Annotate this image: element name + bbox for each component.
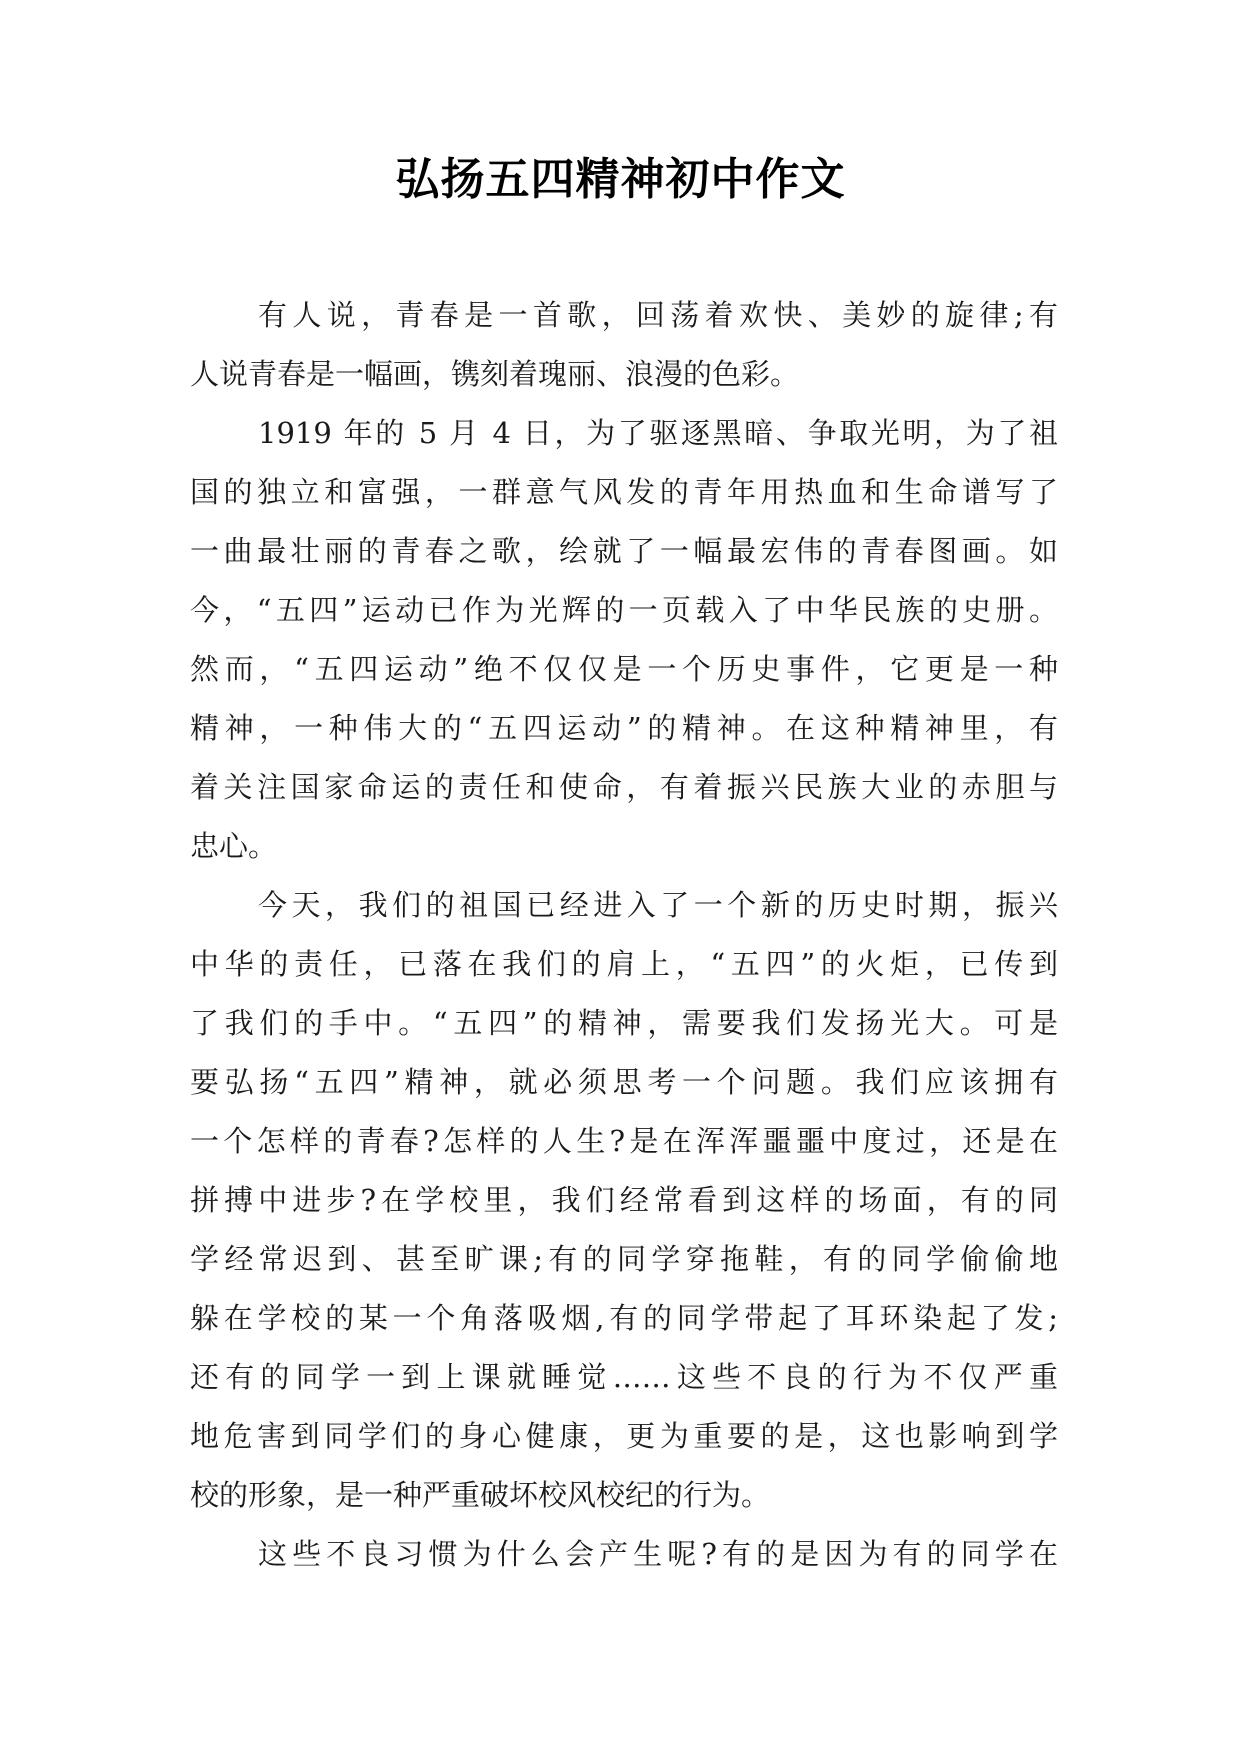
text-line: 了我们的手中。“五四”的精神，需要我们发扬光大。可是: [190, 1006, 1058, 1040]
text-line: 精神，一种伟大的“五四运动”的精神。在这种精神里，有: [190, 711, 1058, 745]
text-line: 有人说，青春是一首歌，回荡着欢快、美妙的旋律;有: [258, 298, 1058, 332]
text-line: 校的形象，是一种严重破坏校风校纪的行为。: [190, 1478, 771, 1512]
paragraph-3: [190, 876, 1058, 1525]
document-body: [190, 286, 1058, 1584]
text-line: 这些不良习惯为什么会产生呢?有的是因为有的同学在: [258, 1537, 1058, 1571]
paragraph-1: [190, 286, 1058, 404]
text-line: 今，“五四”运动已作为光辉的一页载入了中华民族的史册。: [190, 593, 1058, 627]
text-line: 着关注国家命运的责任和使命，有着振兴民族大业的赤胆与: [190, 770, 1058, 804]
text-line: 今天，我们的祖国已经进入了一个新的历史时期，振兴: [258, 888, 1058, 922]
text-line: 然而，“五四运动”绝不仅仅是一个历史事件，它更是一种: [190, 652, 1058, 686]
document-title: 弘扬五四精神初中作文: [395, 154, 846, 205]
paragraph-2: [190, 404, 1058, 876]
paragraph-4: [190, 1525, 1058, 1584]
text-line: 忠心。: [190, 829, 278, 863]
text-line: 躲在学校的某一个角落吸烟,有的同学带起了耳环染起了发;: [190, 1301, 1058, 1335]
text-line: 人说青春是一幅画，镌刻着瑰丽、浪漫的色彩。: [190, 357, 800, 391]
text-line: 拼搏中进步?在学校里，我们经常看到这样的场面，有的同: [190, 1183, 1058, 1217]
text-line: 中华的责任，已落在我们的肩上，“五四”的火炬，已传到: [190, 947, 1058, 981]
text-line: 学经常迟到、甚至旷课;有的同学穿拖鞋，有的同学偷偷地: [190, 1242, 1058, 1276]
text-line: 一个怎样的青春?怎样的人生?是在浑浑噩噩中度过，还是在: [190, 1124, 1058, 1158]
text-line: 还有的同学一到上课就睡觉……这些不良的行为不仅严重: [190, 1360, 1058, 1394]
text-line: 1919 年的 5 月 4 日，为了驱逐黑暗、争取光明，为了祖: [258, 416, 1058, 450]
text-line: 地危害到同学们的身心健康，更为重要的是，这也影响到学: [190, 1419, 1058, 1453]
text-line: 一曲最壮丽的青春之歌，绘就了一幅最宏伟的青春图画。如: [190, 534, 1058, 568]
text-line: 要弘扬“五四”精神，就必须思考一个问题。我们应该拥有: [190, 1065, 1058, 1099]
text-line: 国的独立和富强，一群意气风发的青年用热血和生命谱写了: [190, 475, 1058, 509]
